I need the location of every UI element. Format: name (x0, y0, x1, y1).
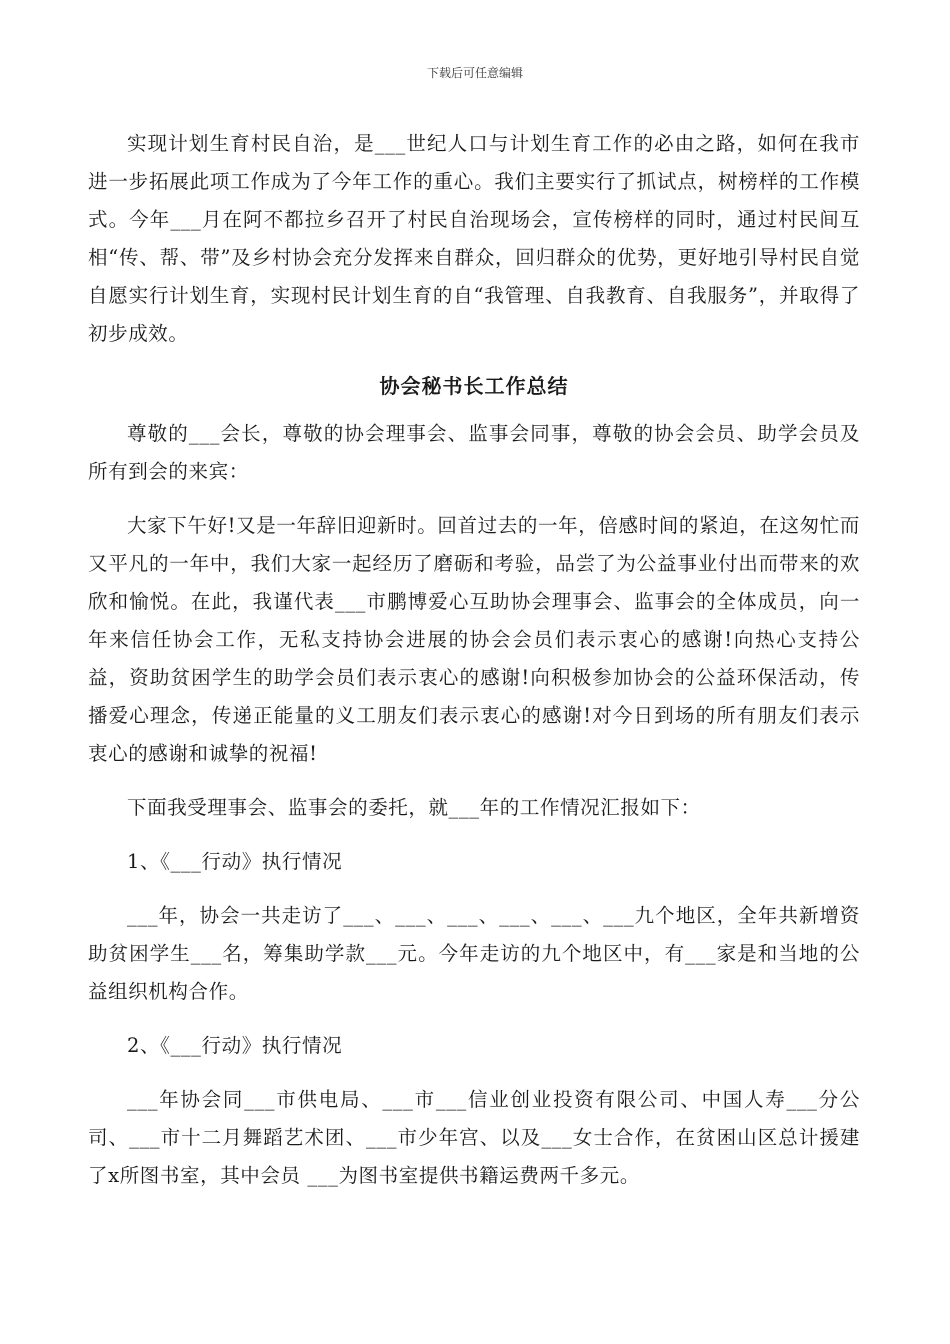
page-header: 下载后可任意编辑 (426, 66, 523, 80)
document-body (88, 125, 860, 1195)
section-2-paragraph: ___年协会同___市供电局、___市___信业创业投资有限公司、中国人寿___分公司、___市十二月舞蹈艺术团、___市少年宫、以及___女士合作，在贫困山区总计援建了x所图书室，其中会员 ___为图书室提供书籍运费两千多元。 (88, 1088, 860, 1187)
intro-paragraph: 实现计划生育村民自治，是___世纪人口与计划生育工作的必由之路，如何在我市进一步拓展此项工作成为了今年工作的重心。我们主要实行了抓试点，树榜样的工作模式。今年___月在阿不都拉乡召开了村民自治现场会，宣传榜样的同时，通过村民间互相“传、帮、带”及乡村协会充分发挥来自群众，回归群众的优势，更好地引导村民自觉自愿实行计划生育，实现村民计划生育的自“我管理、自我教育、自我服务”，并取得了初步成效。 (88, 132, 860, 345)
document-title: 协会秘书长工作总结 (379, 374, 569, 398)
section-heading-2: 2、《___行动》执行情况 (127, 1034, 343, 1057)
report-intro-paragraph: 下面我受理事会、监事会的委托，就___年的工作情况汇报如下： (127, 796, 701, 819)
section-1-paragraph: ___年，协会一共走访了___、___、___、___、___、___九个地区，全年共新增资助贫困学生___名，筹集助学款___元。今年走访的九个地区中，有___家是和当地的公益组织机构合作。 (88, 904, 860, 1003)
salutation-paragraph: 尊敬的___会长，尊敬的协会理事会、监事会同事，尊敬的协会会员、助学会员及所有到会的来宾： (88, 422, 860, 483)
section-heading-1: 1、《___行动》执行情况 (127, 850, 343, 873)
greeting-paragraph: 大家下午好!又是一年辞旧迎新时。回首过去的一年，倍感时间的紧迫，在这匆忙而又平凡的一年中，我们大家一起经历了磨砺和考验，品尝了为公益事业付出而带来的欢欣和愉悦。在此，我谨代表___市鹏博爱心互助协会理事会、监事会的全体成员，向一年来信任协会工作，无私支持协会进展的协会会员们表示衷心的感谢!向热心支持公益，资助贫困学生的助学会员们表示衷心的感谢!向积极参加协会的公益环保活动，传播爱心理念，传递正能量的义工朋友们表示衷心的感谢!对今日到场的所有朋友们表示衷心的感谢和诚挚的祝福! (88, 514, 860, 765)
